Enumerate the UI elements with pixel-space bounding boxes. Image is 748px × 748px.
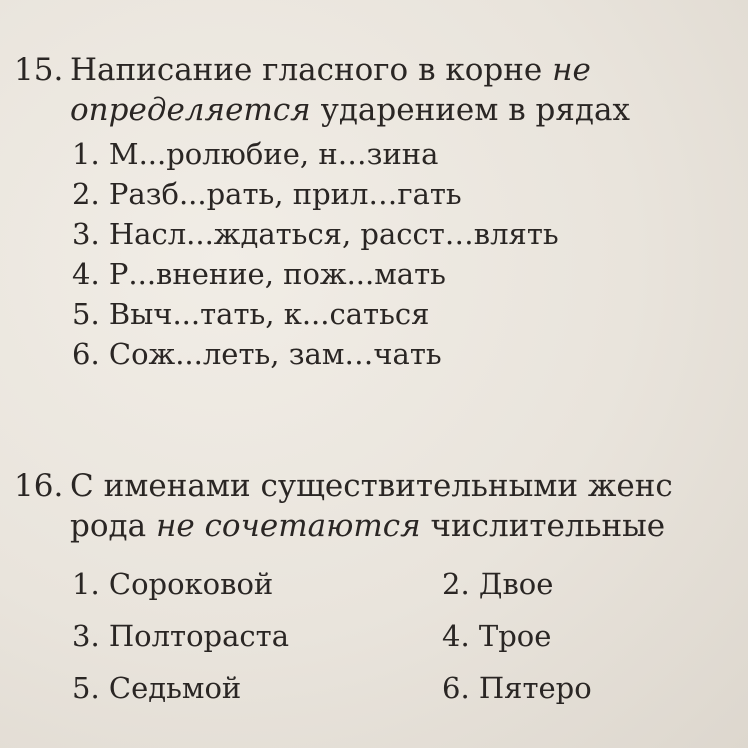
- question-16-option-1: 1. Сороковой: [72, 567, 274, 601]
- question-16-option-row: [72, 662, 592, 714]
- question-15-text-c: определяется: [70, 92, 311, 128]
- question-15-text-b: не: [552, 52, 591, 88]
- question-16-option-3: 3. Полтораста: [72, 619, 289, 653]
- question-16-text-a: С именами существительными женс: [70, 468, 673, 504]
- question-16-text-d: числительные: [420, 508, 666, 544]
- question-16-option-6: 6. Пятеро: [442, 671, 592, 705]
- question-15-option-2: 2. Разб...рать, прил…гать: [72, 177, 462, 211]
- question-16-option-row: [72, 558, 592, 610]
- question-15-option-6: 6. Сож...леть, зам…чать: [72, 337, 442, 371]
- question-16-options: [72, 558, 592, 714]
- question-16-prompt: [14, 466, 673, 546]
- question-15-option-4: 4. Р...внение, пож...мать: [72, 257, 446, 291]
- question-15-options: [72, 134, 559, 374]
- question-15-text-a: Написание гласного в корне: [70, 52, 553, 88]
- question-15-prompt: [14, 50, 630, 130]
- question-15-option-5: 5. Выч...тать, к...саться: [72, 297, 430, 331]
- question-16-option-5: 5. Седьмой: [72, 671, 242, 705]
- question-15-option-1: 1. М...ролюбие, н…зина: [72, 137, 439, 171]
- question-16-text-b: рода: [70, 508, 156, 544]
- question-16-option-row: [72, 610, 592, 662]
- question-16-option-4: 4. Трое: [442, 619, 552, 653]
- question-15-number: 15.: [14, 52, 64, 88]
- question-15-text-d: ударением в рядах: [310, 92, 630, 128]
- question-15-option-3: 3. Насл...ждаться, расст…влять: [72, 217, 559, 251]
- question-16-number: 16.: [14, 468, 64, 504]
- question-16-text-c: не сочетаются: [155, 508, 421, 544]
- question-16-option-2: 2. Двое: [442, 567, 554, 601]
